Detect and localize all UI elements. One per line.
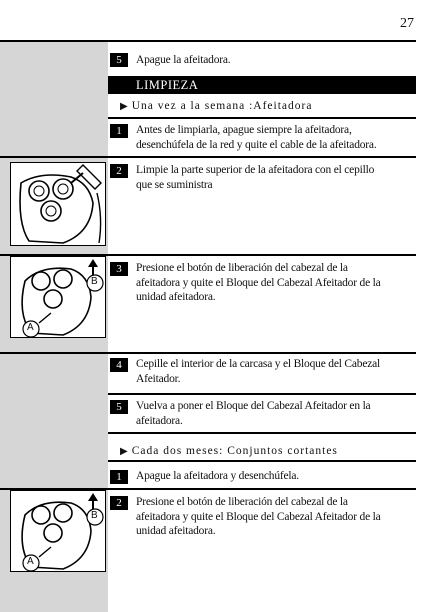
- step-text-line: Antes de limpiarla, apague siempre la afeitadora,: [136, 124, 352, 136]
- frequency-row: [120, 441, 338, 459]
- shaver-brush-illustration: [10, 162, 106, 246]
- rule: [108, 117, 416, 119]
- top-rule: [0, 40, 416, 42]
- step-number: 1: [110, 124, 128, 138]
- step-number: 3: [110, 262, 128, 276]
- rule: [108, 460, 416, 462]
- step-text-line: que se suministra: [136, 178, 213, 191]
- shaver-head-release-illustration: [10, 256, 106, 338]
- step-number: 4: [110, 358, 128, 372]
- step-text-line: Cepille el interior de la carcasa y el Bloque del Cabezal: [136, 358, 381, 370]
- step-text-line: Limpie la parte superior de la afeitadora con el cepillo: [136, 164, 375, 176]
- step-text-line: afeitadora.: [136, 414, 183, 427]
- step-text-line: Afeitador.: [136, 372, 181, 385]
- step-text-line: Presione el botón de liberación del cabezal de la: [136, 496, 348, 508]
- step-text: [136, 163, 374, 192]
- rule: [0, 352, 416, 354]
- step-text: Apague la afeitadora y desenchúfela.: [136, 470, 299, 482]
- step-number: 5: [110, 400, 128, 414]
- step-text: [136, 399, 370, 428]
- frequency-label: Una vez a la semana :Afeitadora: [131, 100, 313, 112]
- step-text: [136, 357, 380, 386]
- step-text: [136, 261, 381, 305]
- step-text-line: afeitadora y quite el Bloque del Cabezal Afeitador de la: [136, 510, 381, 523]
- step-text-line: afeitadora y quite el Bloque del Cabezal Afeitador de la: [136, 276, 381, 289]
- rule: [0, 156, 416, 158]
- frequency-label: Cada dos meses: Conjuntos cortantes: [131, 445, 338, 457]
- step-text-line: unidad afeitadora.: [136, 291, 216, 303]
- frequency-row: [120, 96, 312, 114]
- shaver-head-release-illustration: [10, 490, 106, 572]
- step-text: [136, 495, 381, 539]
- step-number: 2: [110, 164, 128, 178]
- step-number: 2: [110, 496, 128, 510]
- rule: [108, 393, 416, 395]
- step-text: Apague la afeitadora.: [136, 54, 231, 66]
- section-title: LIMPIEZA: [108, 76, 416, 94]
- step-text-line: Vuelva a poner el Bloque del Cabezal Afeitador en la: [136, 400, 371, 412]
- step-text-line: unidad afeitadora.: [136, 525, 216, 537]
- step-number: 5: [110, 53, 128, 67]
- callout-label-a: A: [27, 556, 34, 567]
- callout-label-b: B: [91, 276, 98, 287]
- step-text-line: desenchúfela de la red y quite el cable de la afeitadora.: [136, 138, 377, 151]
- step-text: [136, 123, 377, 152]
- play-arrow-icon: ▶: [120, 101, 128, 112]
- play-arrow-icon: ▶: [120, 446, 128, 457]
- step-number: 1: [110, 470, 128, 484]
- rule: [108, 432, 416, 434]
- callout-label-b: B: [91, 510, 98, 521]
- step-text-line: Presione el botón de liberación del cabezal de la: [136, 262, 348, 274]
- page-number: 27: [400, 16, 414, 31]
- callout-label-a: A: [27, 322, 34, 333]
